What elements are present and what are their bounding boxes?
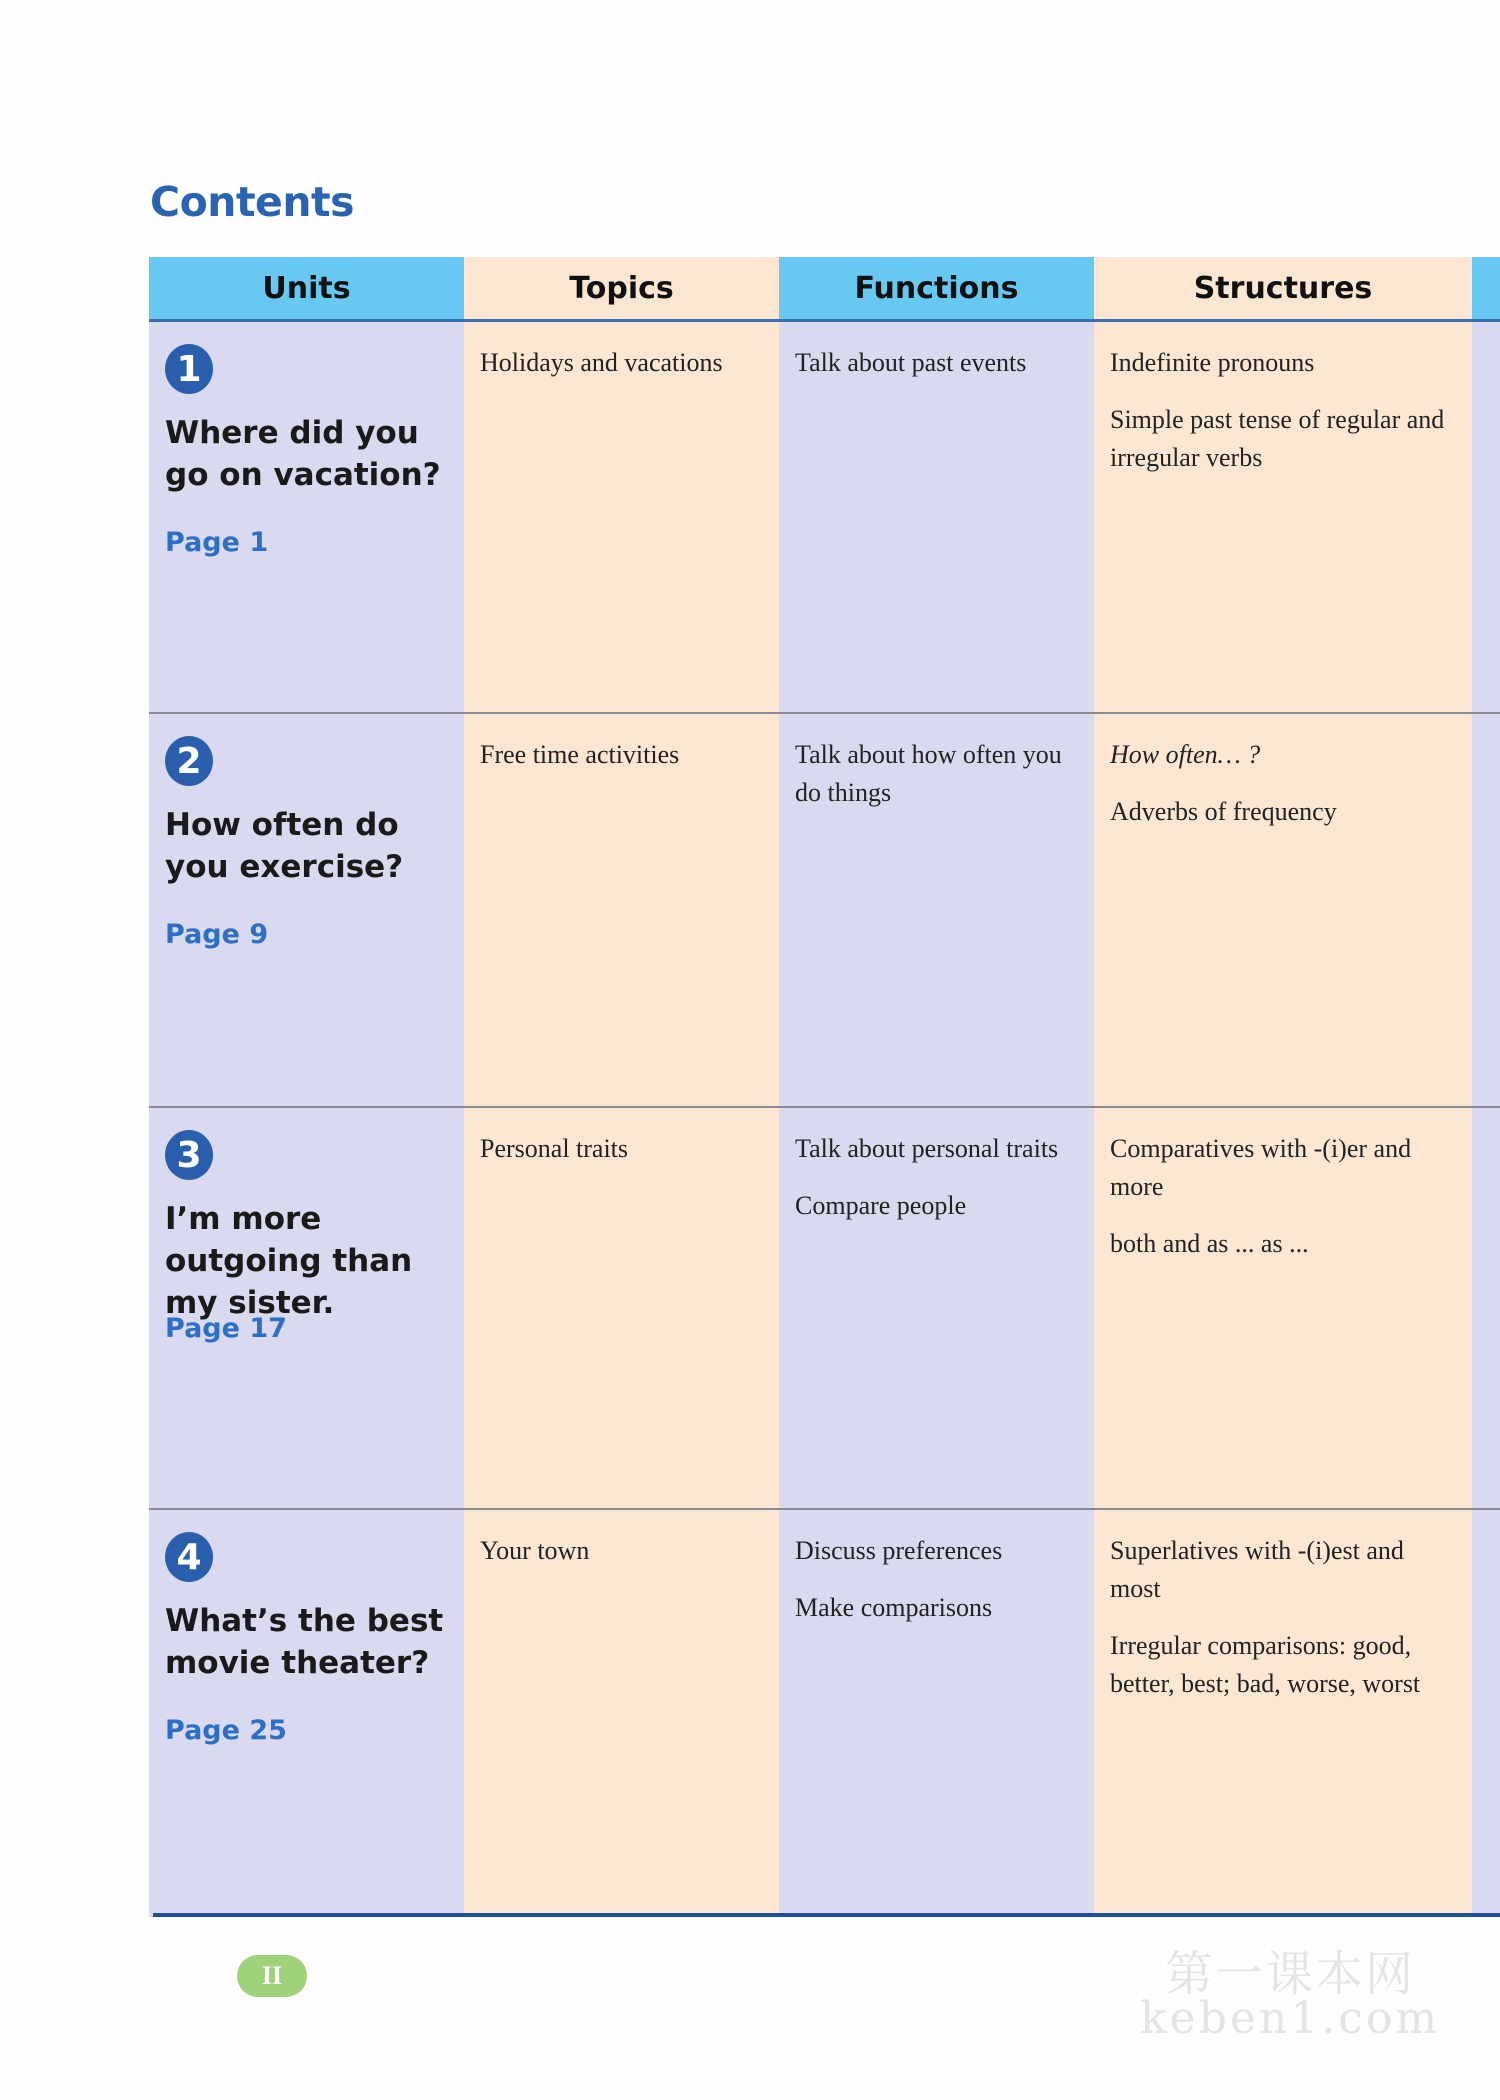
unit-number-badge: 1 (165, 344, 213, 394)
functions-cell (795, 1532, 1085, 1646)
functions-cell (795, 1130, 1085, 1244)
topic-text: Holidays and vacations (480, 348, 723, 377)
unit-page-link[interactable]: Page 1 (165, 527, 269, 558)
unit-page-link[interactable]: Page 9 (165, 919, 269, 950)
topic-text: Personal traits (480, 1134, 629, 1163)
unit-title: Where did you go on vacation? (165, 415, 441, 493)
topic-cell (480, 736, 770, 793)
topic-text: Free time activities (480, 740, 680, 769)
page-title: Contents (150, 178, 355, 226)
watermark-text: 第一课本网 (1164, 1946, 1415, 2002)
unit-title: How often do you exercise? (165, 807, 404, 885)
structure-item: Comparatives with -(i)er and more (1110, 1134, 1412, 1201)
unit-row-3 (149, 1108, 1500, 1508)
header-topics: Topics (464, 257, 779, 319)
header-structures: Structures (1094, 257, 1472, 319)
functions-cell (795, 736, 1085, 831)
unit-number-badge: 4 (165, 1532, 213, 1582)
function-item: Talk about past events (795, 348, 1027, 377)
unit-number-badge: 2 (165, 736, 213, 786)
function-item: Compare people (795, 1191, 967, 1220)
unit-row-2 (149, 714, 1500, 1106)
structure-item: How often… ? (1110, 740, 1261, 769)
watermark-url: keben1.com (1140, 1993, 1441, 2044)
topic-cell (480, 1532, 770, 1589)
unit-number-badge: 3 (165, 1130, 213, 1180)
structure-item: Simple past tense of regular and irregular verbs (1110, 405, 1445, 472)
structures-cell (1110, 736, 1455, 850)
structure-item: Indefinite pronouns (1110, 348, 1315, 377)
header-functions: Functions (779, 257, 1094, 319)
structure-item: Superlatives with -(i)est and most (1110, 1536, 1404, 1603)
page-number-badge: II (237, 1955, 307, 1997)
topic-cell (480, 344, 770, 401)
header-units: Units (149, 257, 464, 319)
unit-title: What’s the best movie theater? (165, 1603, 444, 1681)
unit-page-link[interactable]: Page 17 (165, 1313, 287, 1344)
topic-cell (480, 1130, 770, 1187)
function-item: Make comparisons (795, 1593, 993, 1622)
contents-table (149, 257, 1500, 1917)
unit-row-4 (149, 1510, 1500, 1913)
functions-cell (795, 344, 1085, 401)
structure-item: both and as ... as ... (1110, 1229, 1309, 1258)
unit-page-link[interactable]: Page 25 (165, 1715, 287, 1746)
table-bottom-rule (153, 1913, 1500, 1917)
unit-row-1 (149, 322, 1500, 712)
structures-cell (1110, 344, 1455, 496)
topic-text: Your town (480, 1536, 590, 1565)
structures-cell (1110, 1130, 1455, 1282)
function-item: Talk about personal traits (795, 1134, 1059, 1163)
structure-item: Adverbs of frequency (1110, 797, 1337, 826)
structures-cell (1110, 1532, 1455, 1722)
structure-item: Irregular comparisons: good, better, best; bad, worse, worst (1110, 1631, 1421, 1698)
function-item: Discuss preferences (795, 1536, 1003, 1565)
function-item: Talk about how often you do things (795, 740, 1062, 807)
header-extra (1472, 257, 1500, 319)
unit-title: I’m more outgoing than my sister. (165, 1201, 413, 1321)
